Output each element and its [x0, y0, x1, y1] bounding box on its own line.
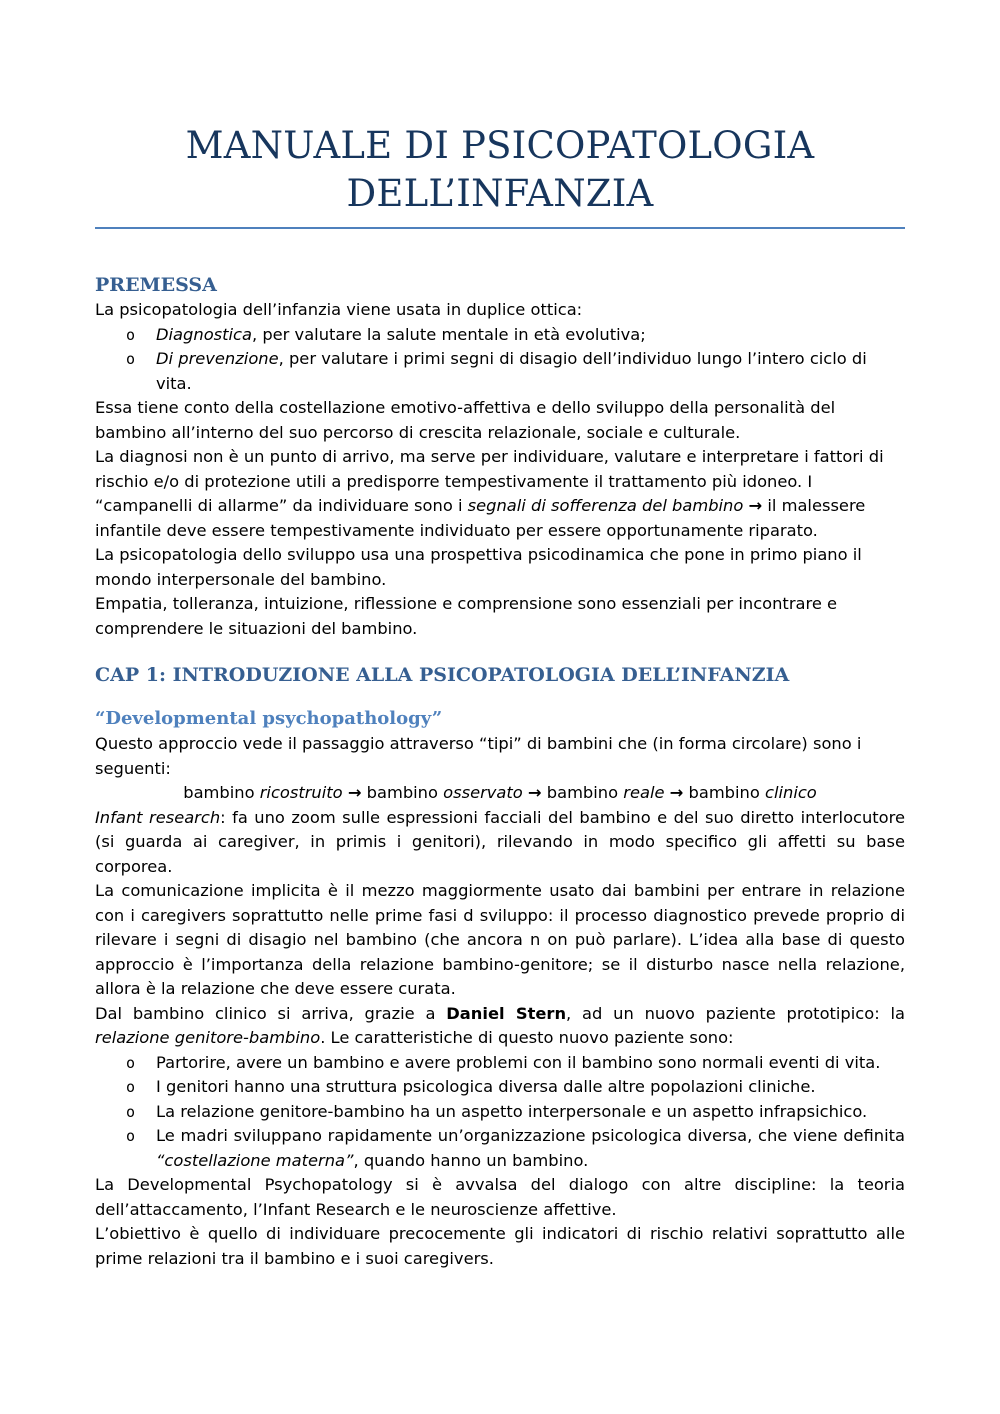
communication-paragraph: La comunicazione implicita è il mezzo maggiormente usato dai bambini per entrare in relazione con i caregivers soprattutto nelle prime fasi d sviluppo: il processo diagnostico prevede proprio di rilevare i segni di disagio nel bambino (che ancora n on può parlare). L’idea alla base di questo approccio è l’importanza della relazione bambino-genitore; se il disturbo nasce nella relazione, allora è la relazione che deve essere curata. [95, 881, 905, 998]
stern-paragraph [95, 1002, 905, 1051]
objective-paragraph: L’obiettivo è quello di individuare precocemente gli indicatori di rischio relativi soprattutto alle prime relazioni tra il bambino e i suoi caregivers. [95, 1224, 905, 1268]
chain-word: bambino [683, 783, 765, 802]
arrow-icon: → [748, 496, 763, 515]
dialogue-paragraph: La Developmental Psychopatology si è avvalsa del dialogo con altre discipline: la teoria dell’attaccamento, l’Infant Research e le neuroscienze affettive. [95, 1175, 905, 1219]
bullet-marker: o [126, 350, 136, 368]
chain-emphasis: clinico [765, 783, 817, 802]
chapter-1-section [95, 732, 905, 1271]
bullet-text: , per valutare i primi segni di disagio dell’individuo lungo l’intero ciclo di vita. [156, 349, 867, 393]
developmental-psychopathology-heading: “Developmental psychopathology” [95, 708, 443, 729]
paragraph-emphasis: segnali di sofferenza del bambino [467, 496, 744, 515]
premessa-bullet-list [95, 323, 905, 397]
chain-word: bambino [183, 783, 260, 802]
premessa-intro: La psicopatologia dell’infanzia viene usata in duplice ottica: [95, 300, 583, 319]
premessa-paragraph-1: Essa tiene conto della costellazione emotivo-affettiva e dello sviluppo della personalità del bambino all’interno del suo percorso di crescita relazionale, sociale e culturale. [95, 398, 836, 442]
list-item [95, 1100, 905, 1125]
premessa-paragraph-2 [95, 445, 905, 543]
paragraph-text: La diagnosi non è un punto di arrivo, ma serve per individuare, valutare e interpretare i fattori di rischio e/o di protezione utili a predisporre tempestivamente il trattamento più idoneo. I “campanelli di allarme” da individuare sono i [95, 447, 884, 515]
bullet-emphasis: Di prevenzione [156, 349, 279, 368]
bullet-text: Le madri sviluppano rapidamente un’organizzazione psicologica diversa, che viene definita [156, 1126, 905, 1145]
chain-word: bambino [361, 783, 444, 802]
chain-word: bambino [541, 783, 624, 802]
paragraph-emphasis: Infant research [95, 807, 221, 827]
list-item [95, 1124, 905, 1173]
child-types-chain [95, 781, 905, 806]
list-item [95, 347, 905, 396]
premessa-heading: PREMESSA [95, 274, 217, 296]
bullet-text: I genitori hanno una struttura psicologica diversa dalle altre popolazioni cliniche. [156, 1077, 816, 1096]
bullet-text: La relazione genitore-bambino ha un aspetto interpersonale e un aspetto infrapsichico. [156, 1101, 868, 1121]
arrow-icon: → [347, 783, 362, 802]
bullet-emphasis: “costellazione materna” [156, 1150, 354, 1170]
chain-emphasis: reale [623, 783, 665, 802]
paragraph-bold: Daniel Stern [446, 1003, 567, 1023]
chapter-1-intro: Questo approccio vede il passaggio attraverso “tipi” di bambini che (in forma circolare) sono i seguenti: [95, 734, 862, 778]
title-line-2: DELL’INFANZIA [346, 172, 654, 215]
list-item [95, 1051, 905, 1076]
bullet-emphasis: Diagnostica [156, 324, 252, 344]
paragraph-emphasis: relazione genitore-bambino [95, 1028, 321, 1047]
premessa-paragraph-3: La psicopatologia dello sviluppo usa una prospettiva psicodinamica che pone in primo piano il mondo interpersonale del bambino. [95, 545, 862, 589]
title-divider [95, 227, 905, 229]
premessa-paragraph-4: Empatia, tolleranza, intuizione, riflessione e comprensione sono essenziali per incontrare e comprendere le situazioni del bambino. [95, 594, 838, 638]
chapter-1-heading: CAP 1: INTRODUZIONE ALLA PSICOPATOLOGIA DELL’INFANZIA [95, 664, 790, 686]
arrow-icon: → [669, 783, 684, 802]
bullet-marker: o [126, 1053, 136, 1072]
paragraph-text: , ad un nuovo paziente prototipico: la [566, 1003, 906, 1023]
chain-emphasis: ricostruito [259, 783, 343, 802]
patient-characteristics-list [95, 1051, 905, 1174]
bullet-text: , quando hanno un bambino. [353, 1150, 589, 1170]
bullet-marker: o [126, 1127, 136, 1145]
list-item [95, 323, 905, 348]
list-item [95, 1075, 905, 1100]
paragraph-text: : fa uno zoom sulle espressioni facciali del bambino e del suo diretto interlocutore (si guarda ai caregiver, in primis i genitori), rilevando in modo specifico gli affetti su base corporea. [95, 807, 905, 876]
paragraph-text: . Le caratteristiche di questo nuovo paziente sono: [320, 1028, 734, 1047]
title-line-1: MANUALE DI PSICOPATOLOGIA [185, 124, 815, 167]
document-title [95, 122, 905, 218]
bullet-text: Partorire, avere un bambino e avere problemi con il bambino sono normali eventi di vita. [156, 1052, 881, 1072]
premessa-section [95, 298, 905, 641]
paragraph-text: il malessere infantile deve essere tempestivamente individuato per essere opportunamente riparato. [95, 496, 866, 540]
infant-research-paragraph [95, 806, 905, 880]
bullet-marker: o [126, 1078, 136, 1096]
chain-emphasis: osservato [443, 783, 523, 802]
bullet-marker: o [126, 1102, 136, 1121]
paragraph-text: Dal bambino clinico si arriva, grazie a [95, 1003, 447, 1023]
bullet-marker: o [126, 325, 136, 344]
bullet-text: , per valutare la salute mentale in età evolutiva; [251, 324, 646, 344]
arrow-icon: → [527, 783, 542, 802]
